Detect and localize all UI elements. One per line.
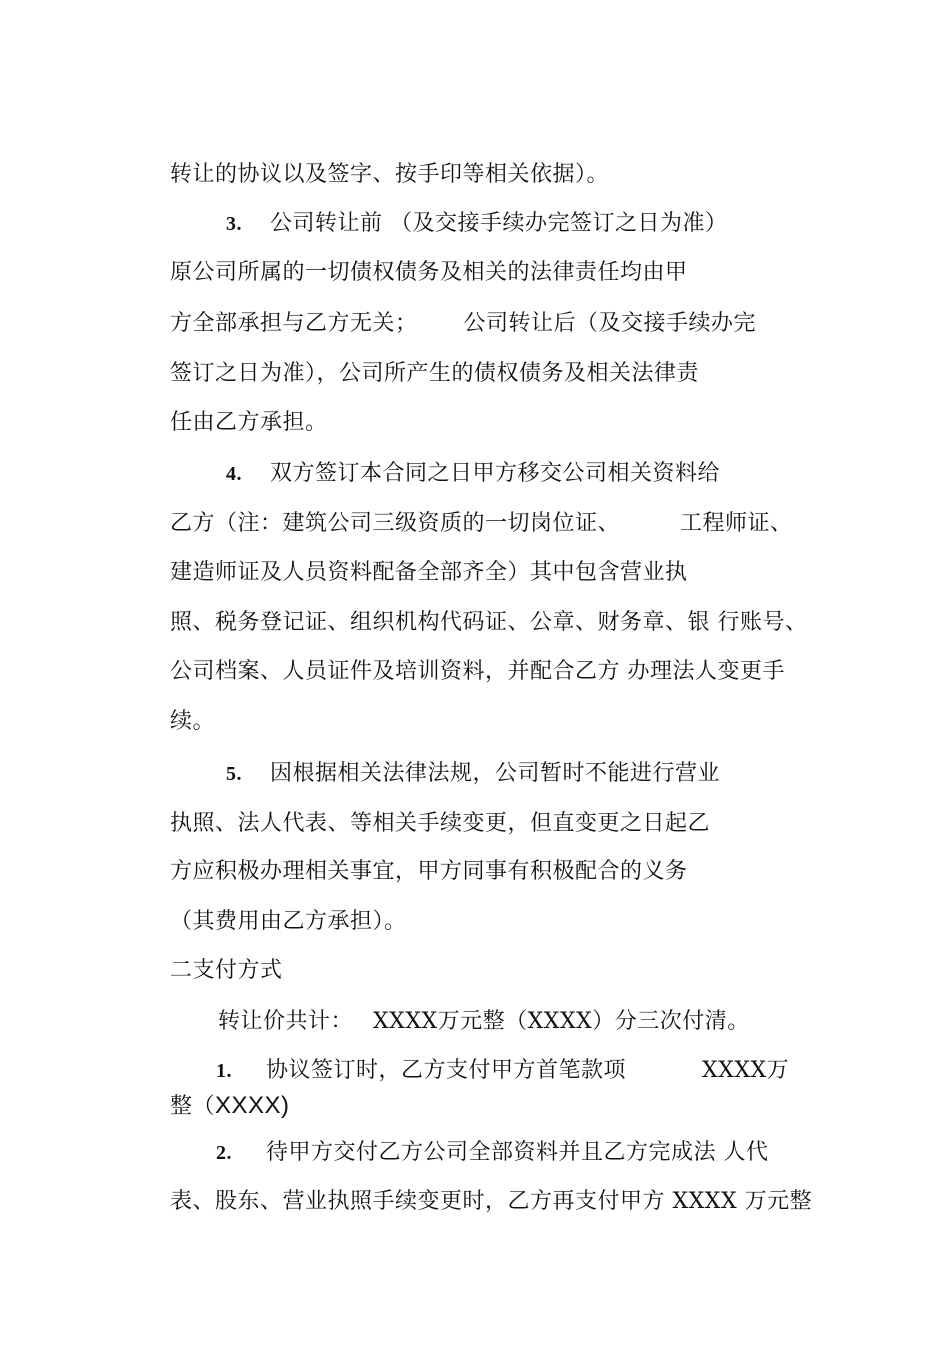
paragraph-text: 建造师证及人员资料配备全部齐全）其中包含营业执 bbox=[169, 560, 688, 585]
paragraph-text: 转让的协议以及签字、按手印等相关依据）。 bbox=[169, 162, 609, 187]
paragraph-text: 签订之日为准），公司所产生的债权债务及相关法律责 bbox=[169, 361, 699, 386]
paragraph-text: XXXX万元整（XXXX）分三次付清。 bbox=[373, 1009, 750, 1034]
paragraph-text: 工程师证、 bbox=[680, 511, 793, 536]
text-line bbox=[140, 630, 785, 714]
clause-number: 1. bbox=[215, 1060, 232, 1082]
clause-number: 4. bbox=[225, 463, 242, 485]
paragraph-text: 公司档案、人员证件及培训资料，并配合乙方 办理法人变更手 bbox=[169, 659, 785, 684]
paragraph-text: 方应积极办理相关事宜，甲方同事有积极配合的义务 bbox=[169, 859, 688, 884]
clause-text: 因根据相关法律法规，公司暂时不能进行营业 bbox=[269, 761, 720, 786]
clause-text: 待甲方交付乙方公司全部资料并且乙方完成法 人代 bbox=[265, 1140, 769, 1165]
clause-number: 3. bbox=[225, 213, 242, 235]
paragraph-text: 原公司所属的一切债权债务及相关的法律责任均由甲 bbox=[169, 260, 688, 285]
paragraph-text: 整（ bbox=[169, 1094, 215, 1119]
heading-text: 二支付方式 bbox=[169, 958, 283, 983]
paragraph-text: 乙方（注：建筑公司三级资质的一切岗位证、 bbox=[169, 511, 620, 536]
paragraph-text: 续。 bbox=[169, 709, 215, 734]
clause-text: 公司转让前 （及交接手续办完签订之日为准） bbox=[269, 211, 728, 236]
clause-number: 2. bbox=[215, 1142, 232, 1164]
paragraph-text: 公司转让后（及交接手续办完 bbox=[463, 311, 757, 336]
paragraph-text: （其费用由乙方承担）。 bbox=[169, 909, 407, 934]
text-line bbox=[140, 1160, 812, 1244]
clause-text: 双方签订本合同之日甲方移交公司相关资料给 bbox=[269, 461, 720, 486]
paragraph-text: 表、股东、营业执照手续变更时，乙方再支付甲方 XXXX 万元整 bbox=[169, 1189, 813, 1214]
amount-text: XXXX) bbox=[215, 1092, 290, 1119]
paragraph-text: 照、税务登记证、组织机构代码证、公章、财务章、银 行账号、 bbox=[169, 610, 808, 635]
paragraph-text: 任由乙方承担。 bbox=[169, 410, 328, 435]
paragraph-text: 执照、法人代表、等相关手续变更，但直变更之日起乙 bbox=[169, 811, 710, 836]
amount-text: XXXX万 bbox=[702, 1058, 790, 1083]
paragraph-text: 转让价共计： bbox=[217, 1009, 353, 1034]
clause-text: 协议签订时，乙方支付甲方首笔款项 bbox=[265, 1058, 626, 1083]
clause-number: 5. bbox=[225, 763, 242, 785]
paragraph-text: 方全部承担与乙方无关； bbox=[169, 311, 418, 336]
